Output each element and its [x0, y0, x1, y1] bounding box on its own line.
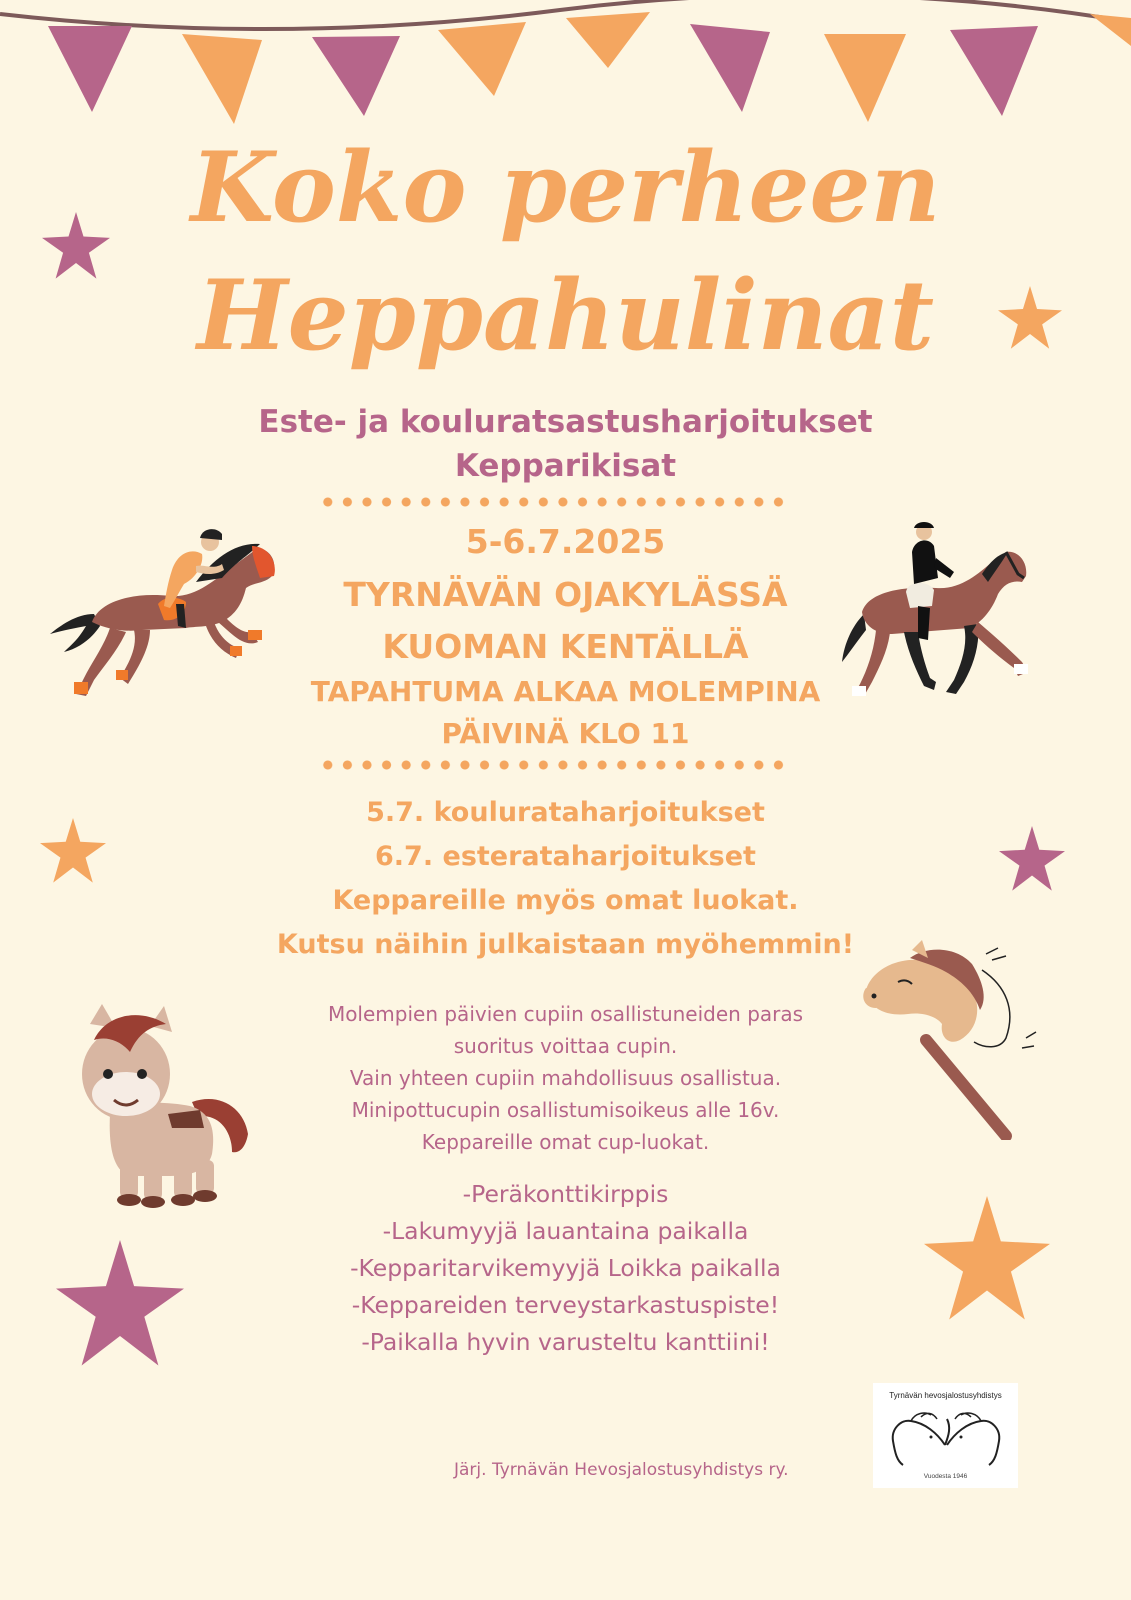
subtitle-line: Este- ja kouluratsastusharjoitukset: [258, 404, 873, 440]
organizer-logo: [873, 1383, 1018, 1488]
schedule-line: 6.7. esterataharjoitukset: [375, 841, 756, 872]
dotted-divider: [318, 758, 788, 772]
extras-item: -Peräkonttikirppis: [462, 1180, 669, 1208]
subtitle-line: Kepparikisat: [454, 448, 677, 484]
cup-info-line: Vain yhteen cupiin mahdollisuus osallistua.: [349, 1066, 782, 1090]
cup-info-line: Molempien päivien cupiin osallistuneiden paras: [327, 1002, 804, 1026]
start-time-line: PÄIVINÄ KLO 11: [441, 717, 690, 750]
extras-item: -Keppareiden terveystarkastuspiste!: [351, 1291, 780, 1319]
cup-info-line: Minipottucupin osallistumisoikeus alle 16v.: [351, 1098, 780, 1122]
start-time-line: TAPAHTUMA ALKAA MOLEMPINA: [310, 675, 821, 708]
location-line: KUOMAN KENTÄLLÄ: [382, 627, 749, 666]
schedule-line: 5.7. koulurataharjoitukset: [366, 797, 765, 828]
schedule-line: Kutsu näihin julkaistaan myöhemmin!: [276, 929, 855, 960]
logo-since: Vuodesta 1946: [923, 1473, 968, 1480]
organizer-footer: Järj. Tyrnävän Hevosjalostusyhdistys ry.: [454, 1460, 789, 1480]
bunting-decoration: [0, 0, 1131, 140]
jumping-horse-illustration: [46, 518, 282, 706]
poster-title-line1: Koko perheen: [190, 131, 941, 244]
cup-info-line: suoritus voittaa cupin.: [453, 1034, 678, 1058]
extras-item: -Kepparitarvikemyyjä Loikka paikalla: [350, 1254, 781, 1282]
poster-title-line2: Heppahulinat: [196, 259, 935, 372]
two-horse-heads-icon: [881, 1405, 1011, 1469]
event-date: 5-6.7.2025: [465, 522, 666, 561]
logo-name: Tyrnävän hevosjalostusyhdistys: [889, 1391, 1002, 1400]
cup-info-line: Keppareille omat cup-luokat.: [421, 1130, 710, 1154]
dressage-horse-illustration: [832, 522, 1032, 700]
location-line: TYRNÄVÄN OJAKYLÄSSÄ: [343, 575, 788, 614]
extras-item: -Lakumyyjä lauantaina paikalla: [382, 1217, 749, 1245]
dotted-divider: [318, 495, 788, 509]
schedule-line: Keppareille myös omat luokat.: [332, 885, 799, 916]
extras-item: -Paikalla hyvin varusteltu kanttiini!: [361, 1328, 770, 1356]
